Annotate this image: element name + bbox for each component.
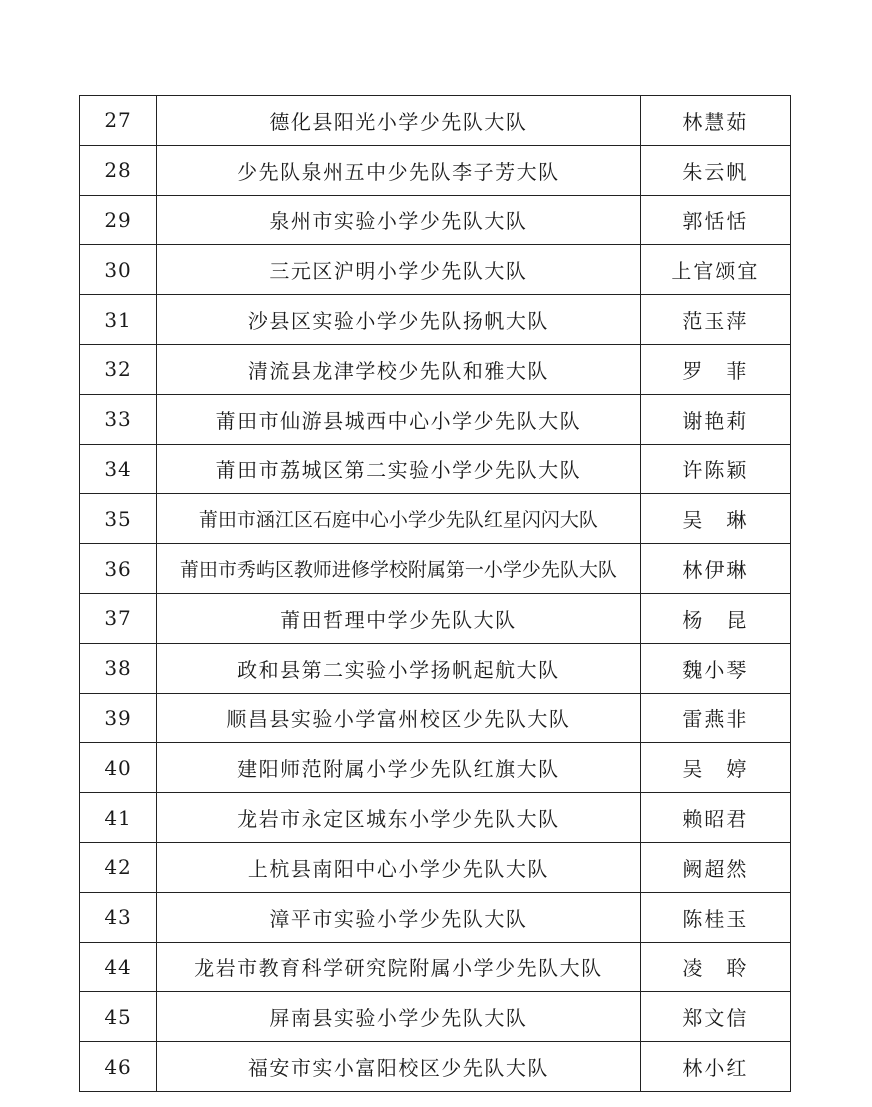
person-name: 罗 菲 [640, 344, 790, 394]
row-number: 32 [80, 344, 157, 394]
table-row [80, 195, 791, 245]
row-number: 37 [80, 593, 157, 643]
table-row [80, 793, 791, 843]
person-name: 吴 琳 [640, 494, 790, 544]
unit-name: 泉州市实验小学少先队大队 [157, 195, 641, 245]
table-row [80, 344, 791, 394]
unit-name: 三元区沪明小学少先队大队 [157, 245, 641, 295]
table-row [80, 842, 791, 892]
table-row [80, 145, 791, 195]
row-number: 46 [80, 1042, 157, 1092]
row-number: 28 [80, 145, 157, 195]
unit-name: 莆田市秀屿区教师进修学校附属第一小学少先队大队 [157, 544, 641, 594]
person-name: 魏小琴 [640, 643, 790, 693]
unit-name: 龙岩市教育科学研究院附属小学少先队大队 [157, 942, 641, 992]
table-row [80, 992, 791, 1042]
person-name: 范玉萍 [640, 295, 790, 345]
person-name: 林伊琳 [640, 544, 790, 594]
unit-name: 顺昌县实验小学富州校区少先队大队 [157, 693, 641, 743]
unit-name: 清流县龙津学校少先队和雅大队 [157, 344, 641, 394]
unit-name: 德化县阳光小学少先队大队 [157, 96, 641, 146]
award-list-table [79, 95, 791, 1092]
unit-name: 沙县区实验小学少先队扬帆大队 [157, 295, 641, 345]
row-number: 40 [80, 743, 157, 793]
person-name: 凌 聆 [640, 942, 790, 992]
table-row [80, 295, 791, 345]
person-name: 吴 婷 [640, 743, 790, 793]
unit-name: 少先队泉州五中少先队李子芳大队 [157, 145, 641, 195]
row-number: 38 [80, 643, 157, 693]
row-number: 41 [80, 793, 157, 843]
person-name: 许陈颖 [640, 444, 790, 494]
unit-name: 莆田市仙游县城西中心小学少先队大队 [157, 394, 641, 444]
row-number: 36 [80, 544, 157, 594]
person-name: 林慧茹 [640, 96, 790, 146]
table-row [80, 892, 791, 942]
table-row [80, 743, 791, 793]
unit-name: 福安市实小富阳校区少先队大队 [157, 1042, 641, 1092]
row-number: 39 [80, 693, 157, 743]
unit-name: 屏南县实验小学少先队大队 [157, 992, 641, 1042]
person-name: 郑文信 [640, 992, 790, 1042]
table-row [80, 593, 791, 643]
unit-name: 莆田市涵江区石庭中心小学少先队红星闪闪大队 [157, 494, 641, 544]
person-name: 杨 昆 [640, 593, 790, 643]
table-row [80, 96, 791, 146]
row-number: 42 [80, 842, 157, 892]
person-name: 雷燕非 [640, 693, 790, 743]
person-name: 陈桂玉 [640, 892, 790, 942]
unit-name: 建阳师范附属小学少先队红旗大队 [157, 743, 641, 793]
table-row [80, 1042, 791, 1092]
person-name: 上官颂宜 [640, 245, 790, 295]
table-body [80, 96, 791, 1092]
row-number: 31 [80, 295, 157, 345]
row-number: 44 [80, 942, 157, 992]
table-row [80, 494, 791, 544]
unit-name: 龙岩市永定区城东小学少先队大队 [157, 793, 641, 843]
table-row [80, 942, 791, 992]
row-number: 35 [80, 494, 157, 544]
row-number: 43 [80, 892, 157, 942]
unit-name: 政和县第二实验小学扬帆起航大队 [157, 643, 641, 693]
table-row [80, 544, 791, 594]
unit-name: 漳平市实验小学少先队大队 [157, 892, 641, 942]
person-name: 阙超然 [640, 842, 790, 892]
unit-name: 上杭县南阳中心小学少先队大队 [157, 842, 641, 892]
person-name: 赖昭君 [640, 793, 790, 843]
table-row [80, 643, 791, 693]
row-number: 27 [80, 96, 157, 146]
table-row [80, 245, 791, 295]
person-name: 郭恬恬 [640, 195, 790, 245]
table-row [80, 693, 791, 743]
table-row [80, 394, 791, 444]
unit-name: 莆田哲理中学少先队大队 [157, 593, 641, 643]
table-row [80, 444, 791, 494]
row-number: 30 [80, 245, 157, 295]
row-number: 29 [80, 195, 157, 245]
person-name: 朱云帆 [640, 145, 790, 195]
person-name: 林小红 [640, 1042, 790, 1092]
row-number: 45 [80, 992, 157, 1042]
row-number: 33 [80, 394, 157, 444]
row-number: 34 [80, 444, 157, 494]
person-name: 谢艳莉 [640, 394, 790, 444]
unit-name: 莆田市荔城区第二实验小学少先队大队 [157, 444, 641, 494]
